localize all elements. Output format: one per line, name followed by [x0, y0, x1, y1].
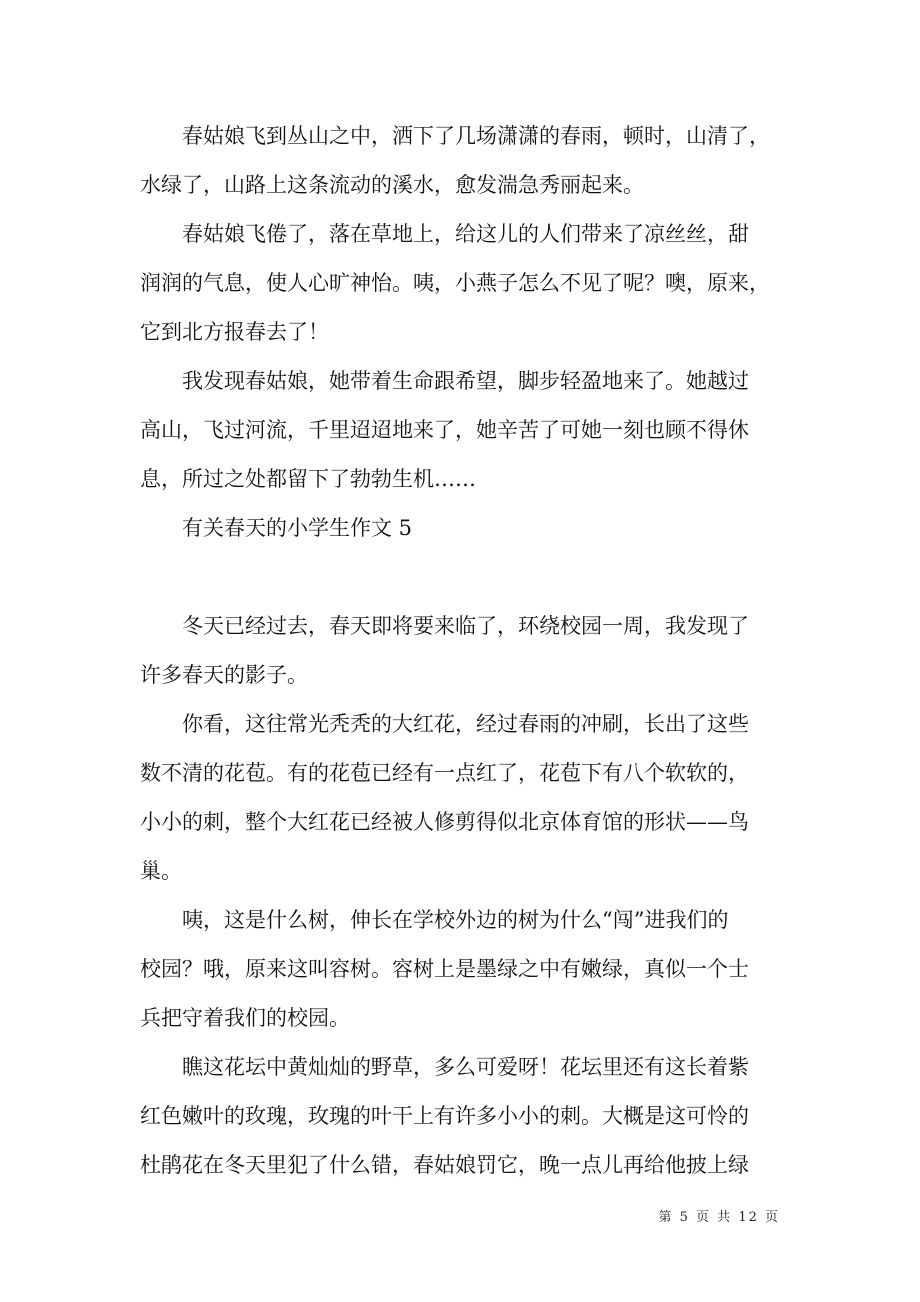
paragraph	[140, 1043, 780, 1190]
text-line: 许多春天的影子。	[140, 663, 308, 687]
page-number-footer: 第 5 页 共 12 页	[658, 1210, 780, 1225]
text-line: 红色嫩叶的玫瑰，玫瑰的叶干上有许多小小的刺。大概是这可怜的	[140, 1104, 749, 1128]
text-line: 它到北方报春去了！	[140, 320, 329, 344]
text-line: 春姑娘飞倦了，落在草地上，给这儿的人们带来了凉丝丝，甜	[182, 222, 749, 246]
paragraph	[140, 357, 780, 504]
text-line: 高山，飞过河流，千里迢迢地来了，她辛苦了可她一刻也顾不得休	[140, 418, 749, 442]
text-line: 咦，这是什么树，伸长在学校外边的树为什么“闯”进我们的	[182, 908, 729, 932]
blank-line	[140, 553, 780, 602]
paragraph	[140, 896, 780, 1043]
text-line: 校园？哦，原来这叫容树。容树上是墨绿之中有嫩绿，真似一个士	[140, 957, 749, 981]
text-line: 息，所过之处都留下了勃勃生机……	[140, 467, 476, 491]
text-line: 水绿了，山路上这条流动的溪水，愈发湍急秀丽起来。	[140, 173, 644, 197]
text-line: 你看，这往常光秃秃的大红花，经过春雨的冲刷，长出了这些	[182, 712, 749, 736]
text-line: 数不清的花苞。有的花苞已经有一点红了，花苞下有八个软软的，	[140, 761, 749, 785]
section-heading: 有关春天的小学生作文 5	[182, 516, 413, 540]
paragraph	[140, 700, 780, 896]
paragraph	[140, 602, 780, 700]
document-body	[140, 112, 780, 1190]
paragraph	[140, 210, 780, 357]
text-line: 巢。	[140, 859, 182, 883]
text-line: 瞧这花坛中黄灿灿的野草，多么可爱呀！花坛里还有这长着紫	[182, 1055, 749, 1079]
paragraph	[140, 112, 780, 210]
text-line: 杜鹃花在冬天里犯了什么错，春姑娘罚它，晚一点儿再给他披上绿	[140, 1153, 749, 1177]
text-line: 冬天已经过去，春天即将要来临了，环绕校园一周，我发现了	[182, 614, 749, 638]
text-line: 春姑娘飞到丛山之中，洒下了几场潇潇的春雨，顿时，山清了，	[182, 124, 770, 148]
text-line: 兵把守着我们的校园。	[140, 1006, 350, 1030]
text-line: 我发现春姑娘，她带着生命跟希望，脚步轻盈地来了。她越过	[182, 369, 749, 393]
text-line: 润润的气息，使人心旷神怡。咦，小燕子怎么不见了呢？噢，原来，	[140, 271, 770, 295]
text-line: 小小的刺，整个大红花已经被人修剪得似北京体育馆的形状——鸟	[140, 810, 749, 834]
